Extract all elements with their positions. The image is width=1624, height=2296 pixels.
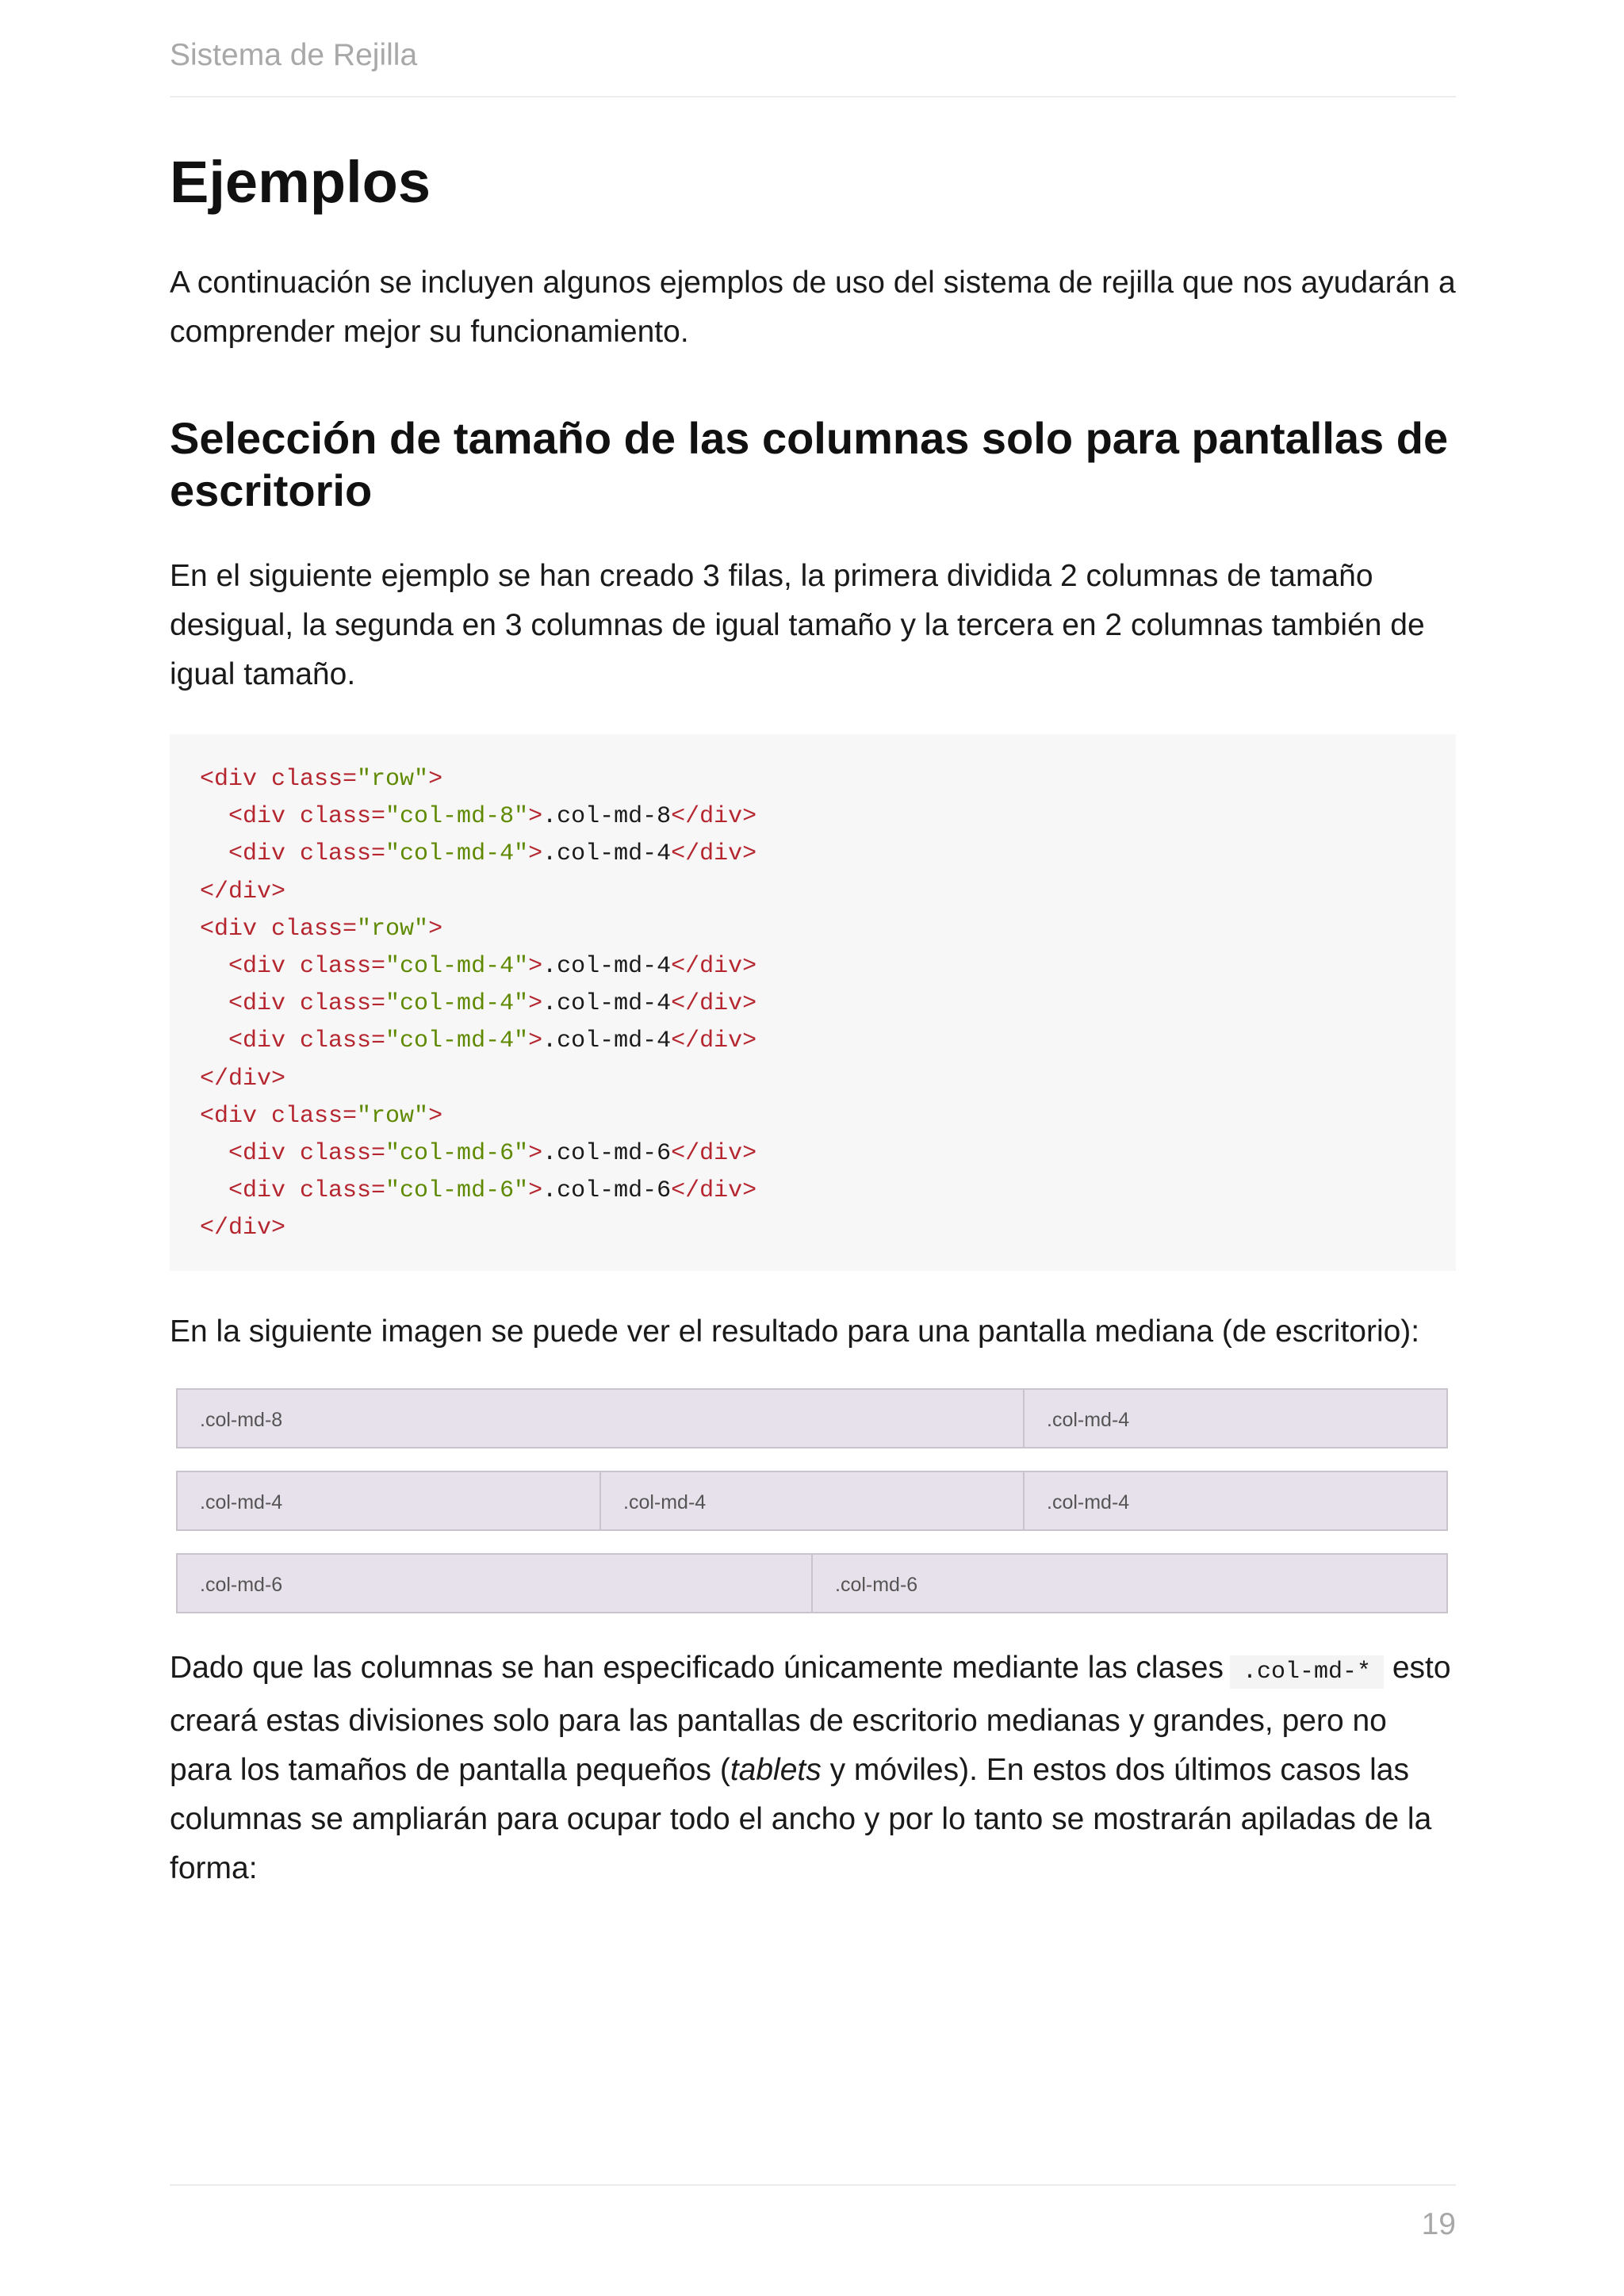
code-token: >: [428, 1102, 443, 1130]
grid-column: .col-md-6: [176, 1553, 813, 1613]
code-line: [200, 798, 1426, 836]
closing-text-1: Dado que las columnas se han especificado únicamente mediante las clases: [170, 1651, 1224, 1686]
closing-emphasis: tablets: [730, 1753, 822, 1788]
intro-paragraph: A continuación se incluyen algunos ejemplos de uso del sistema de rejilla que nos ayudarán a comprender mejor su funcionamiento.: [170, 266, 1456, 349]
grid-column: .col-md-8: [176, 1388, 1025, 1448]
grid-row: [176, 1553, 1446, 1617]
closing-paragraph: [170, 1644, 1456, 1893]
code-line: [200, 1023, 1426, 1060]
code-token: .col-md-4: [542, 952, 672, 980]
code-token: </div>: [671, 1139, 757, 1167]
code-line: [200, 1210, 1426, 1247]
code-token: <div class=: [200, 990, 386, 1018]
code-line: [200, 1173, 1426, 1210]
grid-column: .col-md-4: [599, 1471, 1025, 1531]
code-token: .col-md-4: [542, 1027, 672, 1055]
section-title: Ejemplos: [170, 149, 431, 215]
code-line: [200, 948, 1426, 985]
result-caption: En la siguiente imagen se puede ver el resultado para una pantalla mediana (de escritorio):: [170, 1314, 1420, 1349]
code-token: "col-md-6": [385, 1139, 529, 1167]
code-token: >: [528, 840, 543, 868]
code-token: "row": [357, 1102, 429, 1130]
subsection-title: Selección de tamaño de las columnas solo para pantallas de escritorio: [170, 413, 1449, 515]
footer-divider: [170, 2184, 1456, 2186]
code-line: [200, 874, 1426, 911]
code-token: >: [528, 803, 543, 831]
code-line: [200, 1061, 1426, 1098]
code-token: <div class=: [200, 803, 386, 831]
code-block: [170, 734, 1456, 1271]
code-token: </div>: [671, 1027, 757, 1055]
code-token: .col-md-8: [542, 803, 672, 831]
closing-text-3: y móviles). En estos dos últimos casos las columnas se ampliarán para ocupar todo el ancho y por lo tanto se mostrarán apiladas de la forma:: [170, 1753, 1432, 1886]
code-line: [200, 911, 1426, 948]
code-token: "col-md-4": [385, 952, 529, 980]
code-token: </div>: [671, 840, 757, 868]
code-token: <div class=: [200, 1102, 358, 1130]
code-token: "col-md-6": [385, 1177, 529, 1205]
page-number: 19: [1421, 2207, 1456, 2241]
code-token: .col-md-6: [542, 1139, 672, 1167]
code-token: </div>: [200, 1065, 286, 1093]
code-token: "col-md-4": [385, 840, 529, 868]
code-token: .col-md-4: [542, 840, 672, 868]
code-token: </div>: [671, 990, 757, 1018]
code-token: </div>: [200, 878, 286, 905]
code-token: "col-md-4": [385, 990, 529, 1018]
grid-example-figure: [170, 1388, 1456, 1617]
code-token: >: [528, 1177, 543, 1205]
page-content: [170, 143, 1456, 1893]
code-token: </div>: [671, 952, 757, 980]
grid-column: .col-md-4: [176, 1471, 601, 1531]
code-token: </div>: [671, 1177, 757, 1205]
code-token: >: [528, 1139, 543, 1167]
code-token: >: [428, 766, 443, 793]
code-token: .col-md-6: [542, 1177, 672, 1205]
code-line: [200, 1135, 1426, 1173]
inline-code: .col-md-*: [1230, 1655, 1384, 1689]
grid-column: .col-md-4: [1023, 1471, 1448, 1531]
code-token: "col-md-4": [385, 1027, 529, 1055]
code-token: "row": [357, 766, 429, 793]
code-token: <div class=: [200, 766, 358, 793]
code-token: <div class=: [200, 915, 358, 943]
grid-column: .col-md-6: [811, 1553, 1448, 1613]
closing-text-2: esto creará estas divisiones solo para las pantallas de escritorio medianas y grandes, pero no para los tamaños de pantalla pequeños (: [170, 1651, 1451, 1788]
code-line: [200, 761, 1426, 798]
code-line: [200, 1098, 1426, 1135]
code-token: <div class=: [200, 840, 386, 868]
code-token: >: [428, 915, 443, 943]
code-token: <div class=: [200, 1027, 386, 1055]
code-token: </div>: [200, 1215, 286, 1242]
code-token: <div class=: [200, 952, 386, 980]
code-token: </div>: [671, 803, 757, 831]
code-token: <div class=: [200, 1139, 386, 1167]
code-line: [200, 985, 1426, 1023]
grid-row: [176, 1388, 1446, 1452]
running-header: Sistema de Rejilla: [170, 38, 418, 72]
header-divider: [170, 96, 1456, 98]
code-token: >: [528, 1027, 543, 1055]
code-token: "col-md-8": [385, 803, 529, 831]
code-token: >: [528, 952, 543, 980]
subsection-paragraph: En el siguiente ejemplo se han creado 3 filas, la primera dividida 2 columnas de tamaño desigual, la segunda en 3 columnas de igual tamaño y la tercera en 2 columnas también de igual tamaño.: [170, 559, 1425, 691]
code-line: [200, 836, 1426, 873]
grid-column: .col-md-4: [1023, 1388, 1448, 1448]
grid-row: [176, 1471, 1446, 1534]
code-token: "row": [357, 915, 429, 943]
code-token: <div class=: [200, 1177, 386, 1205]
code-token: >: [528, 990, 543, 1018]
code-token: .col-md-4: [542, 990, 672, 1018]
